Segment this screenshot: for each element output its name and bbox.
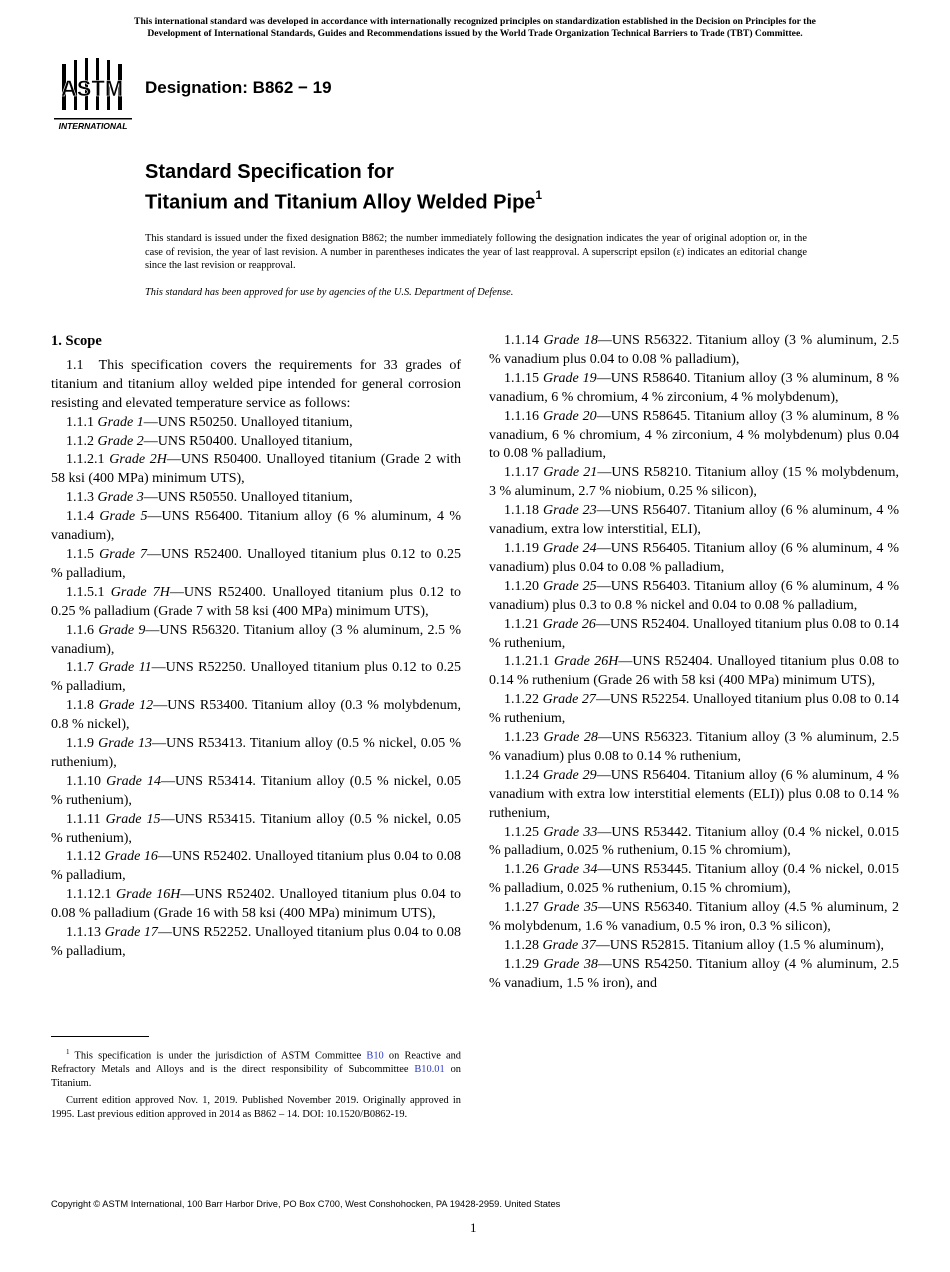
item-number: 1.1.9 [66,736,94,752]
grade-description: —UNS R52404. Unalloyed titanium plus 0.08 to 0.14 % ruthenium (Grade 26 with 58 ksi (400 MPa) minimum UTS), [489,654,899,689]
document-title [145,160,542,216]
item-number: 1.1.23 [504,730,539,746]
grade-item [51,924,461,962]
grade-name: Grade 24 [542,540,597,556]
grade-description: —UNS R50250. Unalloyed titanium, [143,414,353,430]
grade-item [489,540,899,578]
grade-name: Grade 2 [97,433,144,449]
item-number: 1.1.5.1 [66,584,105,600]
grade-item [489,899,899,937]
grade-name: Grade 16 [104,849,158,865]
item-number: 1.1.7 [66,660,94,676]
item-number: 1.1.12.1 [66,887,112,903]
link-b10-01[interactable]: B10.01 [414,1064,445,1076]
grade-description: —UNS R53400. Titanium alloy (0.3 % molybdenum, 0.8 % nickel), [51,698,462,733]
svg-text:INTERNATIONAL: INTERNATIONAL [58,121,128,131]
section-heading-scope: 1. Scope [51,333,102,349]
grade-description: —UNS R53415. Titanium alloy (0.5 % nickel, 0.05 % ruthenium), [51,811,462,846]
item-number: 1.1.21.1 [504,654,550,670]
item-number: 1.1.24 [504,767,539,783]
grade-description: —UNS R52400. Unalloyed titanium plus 0.12 to 0.25 % palladium, [51,546,461,581]
item-number: 1.1.2 [66,433,94,449]
page-number: 1 [470,1220,477,1235]
grade-description: —UNS R56323. Titanium alloy (3 % aluminum, 2.5 % vanadium) plus 0.08 to 0.14 % ruthenium, [489,730,899,764]
title-line-1: Standard Specification for [145,161,394,183]
left-column [51,332,461,962]
grade-name: Grade 14 [106,773,161,789]
grade-item [51,451,461,489]
grade-item [489,861,899,899]
grade-item [489,767,899,824]
grade-item [51,697,461,735]
grade-item [489,956,899,994]
grade-description: —UNS R56320. Titanium alloy (3 % aluminum, 2.5 % vanadium), [51,622,461,657]
grade-name: Grade 13 [98,736,152,752]
grade-name: Grade 17 [104,925,158,941]
grade-item [51,414,461,433]
grade-item [51,584,461,622]
grade-item [489,408,899,465]
footnote-divider [51,1036,149,1037]
grade-description: —UNS R56322. Titanium alloy (3 % aluminum, 2.5 % vanadium plus 0.04 to 0.08 % palladium), [489,333,899,367]
grade-description: —UNS R52404. Unalloyed titanium plus 0.08 to 0.14 % ruthenium, [489,616,899,651]
grade-name: Grade 23 [542,503,597,519]
grade-name: Grade 7H [110,584,170,600]
item-number: 1.1.1 [66,414,94,430]
item-number: 1.1.5 [66,546,94,562]
grade-description: —UNS R56404. Titanium alloy (6 % aluminum, 4 % vanadium with extra low interstitial elements (ELI)) plus 0.08 to 0.14 % ruthenium, [489,767,899,821]
grade-item [51,489,461,508]
grade-description: —UNS R58640. Titanium alloy (3 % aluminum, 8 % vanadium, 6 % chromium, 4 % zirconium, 4 % molybdenum), [489,370,899,405]
item-number: 1.1.3 [66,490,94,506]
grade-name: Grade 19 [542,370,597,386]
grade-item [489,370,899,408]
grade-item [489,578,899,616]
grade-name: Grade 33 [543,824,598,840]
grade-description: —UNS R58645. Titanium alloy (3 % aluminum, 8 % vanadium, 6 % chromium, 4 % zirconium, 4 % molybdenum) plus 0.04 to 0.08 % palladium, [489,408,899,462]
item-number: 1.1.8 [66,698,94,714]
item-number: 1.1.25 [504,824,539,840]
grade-description: —UNS R52250. Unalloyed titanium plus 0.12 to 0.25 % palladium, [51,660,461,695]
grade-description: —UNS R53414. Titanium alloy (0.5 % nickel, 0.05 % ruthenium), [51,773,461,808]
grade-description: —UNS R56403. Titanium alloy (6 % aluminum, 4 % vanadium) plus 0.3 to 0.8 % nickel and 0.04 to 0.08 % palladium, [489,578,899,613]
grade-name: Grade 1 [97,414,144,430]
right-column [489,332,899,994]
grade-item [51,546,461,584]
grade-description: —UNS R50400. Unalloyed titanium, [143,433,353,449]
item-number: 1.1.29 [504,956,539,972]
designation: Designation: B862 − 19 [145,78,332,97]
grade-description: —UNS R53445. Titanium alloy (0.4 % nickel, 0.015 % palladium, 0.025 % ruthenium, 0.15 % chromium), [489,862,900,897]
item-number: 1.1.26 [504,862,539,878]
grade-name: Grade 29 [542,767,597,783]
notice-line-2: Development of International Standards, Guides and Recommendations issued by the World Trade Organization Technical Barriers to Trade (TBT) Committee. [147,28,803,39]
grade-description: —UNS R56400. Titanium alloy (6 % aluminum, 4 % vanadium), [51,509,462,544]
item-number: 1.1.16 [504,408,539,424]
item-number: 1.1.20 [504,578,539,594]
grade-name: Grade 25 [542,578,597,594]
grade-item [51,735,461,773]
grade-name: Grade 7 [99,546,148,562]
grade-name: Grade 20 [542,408,597,424]
grade-item [489,332,899,370]
item-number: 1.1.10 [66,773,101,789]
grade-description: —UNS R52400. Unalloyed titanium plus 0.12 to 0.25 % palladium (Grade 7 with 58 ksi (400 MPa) minimum UTS), [51,584,461,619]
title-line-2: Titanium and Titanium Alloy Welded Pipe$^1$ [145,188,543,214]
grade-name: Grade 35 [543,900,598,916]
grade-name: Grade 37 [542,938,596,953]
item-number: 1.1.21 [504,616,539,632]
copyright-line: Copyright © ASTM International, 100 Barr Harbor Drive, PO Box C700, West Conshohocken, PA 19428-2959. United States [51,1199,561,1209]
item-number: 1.1.15 [504,370,539,386]
footnotes [51,1045,461,1125]
svg-text:ASTM: ASTM [60,76,124,101]
item-number: 1.1.28 [504,938,539,953]
grade-item [51,848,461,886]
issued-statement: This standard is issued under the fixed designation B862; the number immediately following the designation indicates the year of original adoption or, in the case of revision, the year of last revision. A number in parentheses indicates the year of last reapproval. A superscript epsilon (ε) indicates an editorial change since the last revision or reapproval. [145,233,807,271]
grade-name: Grade 21 [543,465,598,481]
grade-name: Grade 16H [116,887,181,903]
grade-description: —UNS R58210. Titanium alloy (15 % molybdenum, 3 % aluminum, 2.7 % niobium, 0.25 % silicon), [489,465,900,500]
grade-item [489,937,899,956]
footnote-edition: Current edition approved Nov. 1, 2019. Published November 2019. Originally approved in 1995. Last previous edition approved in 2014 as B862 – 14. DOI: 10.1520/B0862-19. [51,1095,461,1121]
grade-item [489,691,899,729]
item-number: 1.1.18 [504,503,539,519]
grade-description: —UNS R53442. Titanium alloy (0.4 % nickel, 0.015 % palladium, 0.025 % ruthenium, 0.15 % chromium), [489,824,900,859]
footnote-1: $^1$ This specification is under the jurisdiction of ASTM Committee B10 on Reactive and Refractory Metals and Alloys and is the direct responsibility of Subcommittee B10.01 on Titanium. [51,1048,461,1090]
grade-name: Grade 12 [98,698,154,714]
grade-item [51,508,461,546]
grade-item [51,659,461,697]
grade-item [51,886,461,924]
standards-notice [40,16,910,40]
grade-item [489,824,899,862]
item-number: 1.1.17 [504,465,539,481]
grade-description: —UNS R50400. Unalloyed titanium (Grade 2 with 58 ksi (400 MPa) minimum UTS), [51,452,462,487]
grade-name: Grade 34 [543,862,598,878]
grade-name: Grade 26 [542,616,596,632]
grade-name: Grade 5 [99,509,148,525]
astm-logo [52,58,134,132]
dod-approval-statement: This standard has been approved for use by agencies of the U.S. Department of Defense. [145,287,514,298]
item-number: 1.1.13 [66,925,101,941]
grade-name: Grade 2H [109,452,167,468]
grade-name: Grade 9 [98,622,146,638]
scope-intro-paragraph: 1.1 This specification covers the requirements for 33 grades of titanium and titanium alloy welded pipe intended for general corrosion resisting and elevated temperature service as follows: [51,357,461,411]
grade-item [51,433,461,452]
notice-line-1: This international standard was developed in accordance with internationally recognized principles on standardization established in the Decision on Principles for the [134,16,816,27]
grade-name: Grade 15 [105,811,161,827]
grade-description: —UNS R52254. Unalloyed titanium plus 0.08 to 0.14 % ruthenium, [489,692,899,727]
grade-name: Grade 27 [542,692,596,708]
grade-description: —UNS R56407. Titanium alloy (6 % aluminum, 4 % vanadium, extra low interstitial, ELI), [489,503,899,538]
grade-name: Grade 38 [543,956,598,972]
grade-description: —UNS R53413. Titanium alloy (0.5 % nickel, 0.05 % ruthenium), [51,736,461,770]
grade-name: Grade 18 [543,333,598,348]
left-grade-list [51,414,461,962]
grade-name: Grade 11 [98,660,152,676]
grade-item [489,653,899,691]
link-b10[interactable]: B10 [366,1050,384,1062]
item-number: 1.1.2.1 [66,452,105,468]
grade-item [489,502,899,540]
grade-description: —UNS R52402. Unalloyed titanium plus 0.04 to 0.08 % palladium, [51,849,461,884]
item-number: 1.1.6 [66,622,94,638]
item-number: 1.1.19 [504,540,539,556]
grade-item [489,464,899,502]
grade-description: —UNS R52402. Unalloyed titanium plus 0.04 to 0.08 % palladium (Grade 16 with 58 ksi (400 MPa) minimum UTS), [51,887,461,922]
item-number: 1.1.14 [504,333,539,348]
grade-item [51,773,461,811]
item-number: 1.1.22 [504,692,539,708]
item-number: 1.1.4 [66,509,94,525]
right-grade-list [489,332,899,994]
grade-name: Grade 28 [543,730,598,746]
grade-description: —UNS R52815. Titanium alloy (1.5 % aluminum), [595,938,884,953]
grade-name: Grade 26H [554,654,619,670]
title-footnote-ref[interactable]: 1 [535,188,543,202]
grade-item [51,622,461,660]
grade-description: —UNS R54250. Titanium alloy (4 % aluminum, 2.5 % vanadium, 1.5 % iron), and [489,956,899,991]
grade-description: —UNS R50550. Unalloyed titanium, [143,490,353,506]
item-number: 1.1.12 [66,849,101,865]
grade-description: —UNS R56340. Titanium alloy (4.5 % aluminum, 2 % molybdenum, 1.6 % vanadium, 0.5 % iron, 0.3 % silicon), [489,900,899,935]
grade-item [489,616,899,654]
grade-item [489,729,899,767]
grade-item [51,811,461,849]
item-number: 1.1.27 [504,900,539,916]
grade-name: Grade 3 [97,490,144,506]
grade-description: —UNS R56405. Titanium alloy (6 % aluminum, 4 % vanadium) plus 0.04 to 0.08 % palladium, [489,540,899,575]
item-number: 1.1.11 [66,811,101,827]
grade-description: —UNS R52252. Unalloyed titanium plus 0.04 to 0.08 % palladium, [51,925,461,959]
